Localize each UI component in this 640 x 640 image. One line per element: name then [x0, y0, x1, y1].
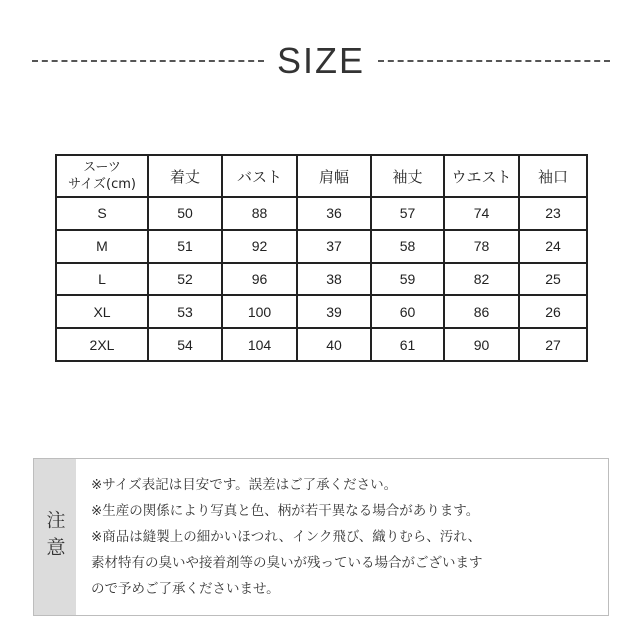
notice-line: ※生産の関係により写真と色、柄が若干異なる場合があります。 — [91, 503, 480, 519]
notice-box — [33, 458, 609, 616]
notice-line: ので予めご了承くださいませ。 — [91, 581, 280, 597]
table-cell: 104 — [222, 328, 297, 361]
column-header: 袖丈 — [371, 155, 444, 197]
size-cell: S — [56, 197, 148, 230]
table-cell: 23 — [519, 197, 587, 230]
table-cell: 82 — [444, 263, 519, 296]
notice-line: ※サイズ表記は目安です。誤差はご了承ください。 — [91, 477, 398, 493]
table-cell: 90 — [444, 328, 519, 361]
table-cell: 26 — [519, 295, 587, 328]
table-cell: 52 — [148, 263, 222, 296]
table-cell: 96 — [222, 263, 297, 296]
table-cell: 88 — [222, 197, 297, 230]
notice-line: ※商品は縫製上の細かいほつれ、インク飛び、織りむら、汚れ、 — [91, 529, 482, 545]
page-title: SIZE — [276, 40, 365, 81]
table-row — [56, 295, 587, 328]
column-header: バスト — [222, 155, 297, 197]
table-cell: 24 — [519, 230, 587, 263]
size-cell: L — [56, 263, 148, 296]
header-corner-cell — [56, 155, 148, 197]
table-cell: 92 — [222, 230, 297, 263]
table-cell: 27 — [519, 328, 587, 361]
table-cell: 39 — [297, 295, 371, 328]
table-cell: 38 — [297, 263, 371, 296]
notice-line: 素材特有の臭いや接着剤等の臭いが残っている場合がございます — [91, 555, 483, 571]
table-cell: 78 — [444, 230, 519, 263]
column-header: 袖口 — [519, 155, 587, 197]
table-cell: 25 — [519, 263, 587, 296]
table-cell: 58 — [371, 230, 444, 263]
table-cell: 57 — [371, 197, 444, 230]
size-cell: 2XL — [56, 328, 148, 361]
header-corner-line1: スーツ — [83, 160, 121, 175]
right-dashed-divider — [378, 60, 610, 62]
table-cell: 40 — [297, 328, 371, 361]
table-cell: 53 — [148, 295, 222, 328]
size-table — [55, 154, 588, 362]
size-cell: M — [56, 230, 148, 263]
header-corner-line2: サイズ(cm) — [68, 177, 136, 192]
table-cell: 86 — [444, 295, 519, 328]
table-cell: 50 — [148, 197, 222, 230]
column-header: 肩幅 — [297, 155, 371, 197]
table-cell: 37 — [297, 230, 371, 263]
table-cell: 54 — [148, 328, 222, 361]
table-row — [56, 263, 587, 296]
table-row — [56, 197, 587, 230]
table-row — [56, 328, 587, 361]
notice-text — [91, 472, 600, 602]
table-cell: 51 — [148, 230, 222, 263]
size-cell: XL — [56, 295, 148, 328]
table-header-row — [56, 155, 587, 197]
title-row — [0, 38, 640, 84]
table-cell: 36 — [297, 197, 371, 230]
table-cell: 61 — [371, 328, 444, 361]
table-cell: 100 — [222, 295, 297, 328]
left-dashed-divider — [32, 60, 264, 62]
table-cell: 59 — [371, 263, 444, 296]
notice-label-panel — [34, 459, 76, 615]
notice-label: 注意 — [43, 510, 66, 564]
table-row — [56, 230, 587, 263]
column-header: ウエスト — [444, 155, 519, 197]
table-cell: 60 — [371, 295, 444, 328]
column-header: 着丈 — [148, 155, 222, 197]
table-cell: 74 — [444, 197, 519, 230]
